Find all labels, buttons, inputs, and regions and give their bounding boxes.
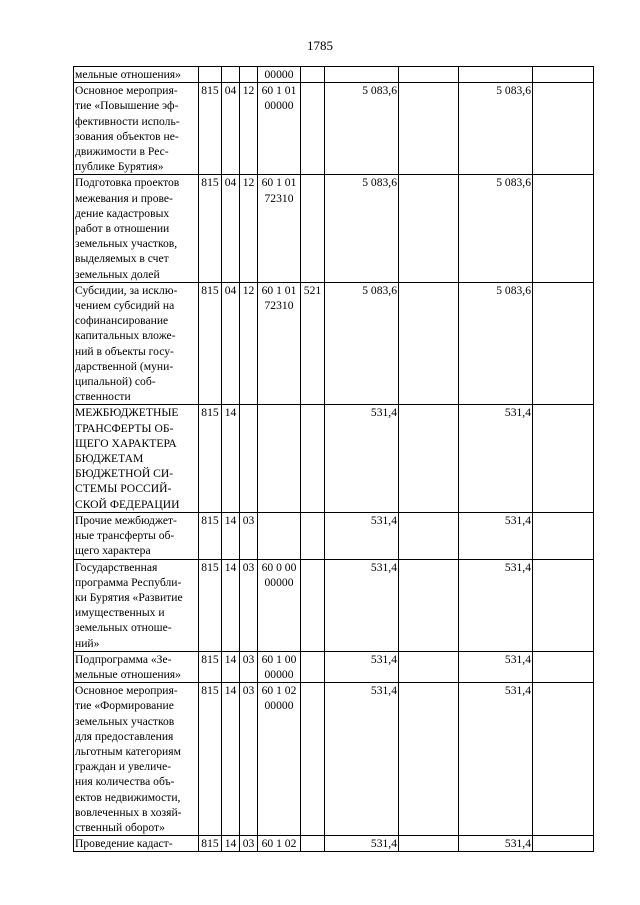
name-line: МЕЖБЮДЖЕТНЫЕ	[75, 406, 179, 420]
name-line: ципальной) соб-	[75, 375, 156, 389]
name-line: ственный оборот»	[75, 820, 165, 834]
name-line: ний»	[75, 636, 100, 650]
csr-line: 60 1 02	[261, 684, 297, 698]
empty-cell	[533, 559, 594, 651]
table-row	[74, 175, 594, 282]
podrazdel-cell: 03	[240, 683, 258, 836]
empty-cell	[399, 683, 459, 836]
name-line: дение кадастровых	[75, 206, 170, 220]
row-name-cell	[74, 67, 199, 83]
name-line: земельных отноше-	[75, 621, 172, 635]
csr-cell	[258, 282, 301, 405]
vr-cell	[301, 559, 325, 651]
name-line: мельные отношения»	[75, 667, 181, 681]
amount-1-cell: 531,4	[325, 651, 399, 682]
empty-cell	[533, 683, 594, 836]
amount-2-cell: 531,4	[459, 836, 533, 852]
empty-cell	[399, 405, 459, 512]
podrazdel-cell: 03	[240, 559, 258, 651]
csr-line: 00000	[264, 699, 294, 713]
name-line: межевания и прове-	[75, 191, 173, 205]
name-line: софинансирование	[75, 314, 169, 328]
table-body	[74, 67, 594, 852]
page-number: 1785	[307, 38, 333, 53]
grbs-cell: 815	[199, 836, 222, 852]
name-line: выделяемых в счет	[75, 252, 169, 266]
vr-cell	[301, 683, 325, 836]
amount-2-cell: 5 083,6	[459, 83, 533, 175]
name-line: щего характера	[75, 544, 151, 558]
amount-2-cell: 531,4	[459, 651, 533, 682]
podrazdel-cell: 03	[240, 651, 258, 682]
name-line: движимости в Рес-	[75, 145, 169, 159]
name-line: граждан и увеличе-	[75, 760, 172, 774]
csr-line: 00000	[264, 575, 294, 589]
podrazdel-cell: 12	[240, 175, 258, 282]
csr-line: 72310	[264, 299, 294, 313]
grbs-cell: 815	[199, 683, 222, 836]
empty-cell	[399, 83, 459, 175]
name-line: ний в объекты госу-	[75, 344, 174, 358]
csr-line: 60 0 00	[261, 560, 297, 574]
amount-1-cell: 5 083,6	[325, 175, 399, 282]
name-line: тие «Повышение эф-	[75, 99, 179, 113]
empty-cell	[399, 512, 459, 559]
csr-cell	[258, 559, 301, 651]
amount-2-cell: 531,4	[459, 512, 533, 559]
amount-1-cell	[325, 67, 399, 83]
name-line: тие «Формирование	[75, 699, 174, 713]
razdel-cell: 14	[222, 651, 240, 682]
podrazdel-cell	[240, 405, 258, 512]
empty-cell	[533, 836, 594, 852]
razdel-cell	[222, 67, 240, 83]
empty-cell	[399, 282, 459, 405]
name-line: ки Бурятия «Развитие	[75, 590, 183, 604]
amount-2-cell: 531,4	[459, 559, 533, 651]
empty-cell	[533, 651, 594, 682]
name-line: СКОЙ ФЕДЕРАЦИИ	[75, 497, 180, 511]
name-line: льготным категориям	[75, 744, 181, 758]
csr-line: 60 1 00	[261, 652, 297, 666]
row-name-cell	[74, 836, 199, 852]
name-line: мельные отношения»	[75, 68, 181, 81]
razdel-cell: 14	[222, 559, 240, 651]
vr-cell	[301, 512, 325, 559]
grbs-cell: 815	[199, 559, 222, 651]
row-name-cell	[74, 282, 199, 405]
vr-cell	[301, 83, 325, 175]
csr-cell	[258, 175, 301, 282]
name-line: ектов недвижимости,	[75, 790, 181, 804]
budget-table	[73, 66, 594, 852]
vr-cell	[301, 651, 325, 682]
name-line: программа Республи-	[75, 575, 182, 589]
csr-cell	[258, 651, 301, 682]
name-line: публике Бурятия»	[75, 160, 164, 174]
name-line: вовлеченных в хозяй-	[75, 805, 182, 819]
csr-cell	[258, 405, 301, 512]
amount-1-cell: 5 083,6	[325, 83, 399, 175]
row-name-cell	[74, 683, 199, 836]
empty-cell	[533, 67, 594, 83]
empty-cell	[533, 83, 594, 175]
row-name-cell	[74, 83, 199, 175]
razdel-cell: 04	[222, 83, 240, 175]
amount-2-cell	[459, 67, 533, 83]
grbs-cell: 815	[199, 405, 222, 512]
grbs-cell: 815	[199, 83, 222, 175]
vr-cell	[301, 175, 325, 282]
table-row	[74, 67, 594, 83]
name-line: Государственная	[75, 560, 158, 574]
name-line: Прочие межбюджет-	[75, 513, 177, 527]
csr-line: 60 1 01	[261, 84, 297, 98]
name-line: Основное мероприя-	[75, 684, 178, 698]
name-line: дарственной (муни-	[75, 359, 174, 373]
table-row	[74, 512, 594, 559]
name-line: ЩЕГО ХАРАКТЕРА	[75, 436, 177, 450]
vr-cell: 521	[301, 282, 325, 405]
row-name-cell	[74, 512, 199, 559]
name-line: имущественных и	[75, 606, 165, 620]
name-line: БЮДЖЕТНОЙ СИ-	[75, 467, 174, 481]
name-line: ственности	[75, 390, 131, 404]
name-line: Проведение кадаст-	[75, 837, 173, 851]
razdel-cell: 14	[222, 836, 240, 852]
name-line: зования объектов не-	[75, 129, 179, 143]
empty-cell	[399, 175, 459, 282]
table-row	[74, 282, 594, 405]
amount-1-cell: 531,4	[325, 836, 399, 852]
grbs-cell: 815	[199, 651, 222, 682]
table-row	[74, 651, 594, 682]
razdel-cell: 14	[222, 405, 240, 512]
razdel-cell: 04	[222, 175, 240, 282]
csr-cell	[258, 83, 301, 175]
csr-line: 72310	[264, 191, 294, 205]
csr-cell	[258, 512, 301, 559]
amount-1-cell: 531,4	[325, 405, 399, 512]
name-line: Подпрограмма «Зе-	[75, 652, 172, 666]
empty-cell	[399, 651, 459, 682]
grbs-cell: 815	[199, 512, 222, 559]
name-line: земельных участков,	[75, 237, 178, 251]
csr-line: 00000	[264, 99, 294, 113]
razdel-cell: 14	[222, 512, 240, 559]
table-row	[74, 683, 594, 836]
empty-cell	[399, 836, 459, 852]
vr-cell	[301, 836, 325, 852]
podrazdel-cell: 12	[240, 83, 258, 175]
csr-line: 60 1 02	[261, 837, 297, 851]
amount-2-cell: 531,4	[459, 683, 533, 836]
grbs-cell	[199, 67, 222, 83]
table-row	[74, 836, 594, 852]
empty-cell	[533, 175, 594, 282]
empty-cell	[533, 512, 594, 559]
name-line: Субсидии, за исклю-	[75, 283, 178, 297]
table-row	[74, 405, 594, 512]
table-row	[74, 83, 594, 175]
name-line: Подготовка проектов	[75, 176, 180, 190]
name-line: земельных долей	[75, 267, 160, 281]
podrazdel-cell: 03	[240, 836, 258, 852]
podrazdel-cell: 03	[240, 512, 258, 559]
amount-1-cell: 531,4	[325, 559, 399, 651]
grbs-cell: 815	[199, 175, 222, 282]
name-line: для предоставления	[75, 729, 174, 743]
podrazdel-cell	[240, 67, 258, 83]
empty-cell	[533, 282, 594, 405]
csr-line: 00000	[264, 667, 294, 681]
podrazdel-cell: 12	[240, 282, 258, 405]
empty-cell	[533, 405, 594, 512]
name-line: БЮДЖЕТАМ	[75, 452, 144, 466]
name-line: ные трансферты об-	[75, 529, 175, 543]
amount-1-cell: 531,4	[325, 683, 399, 836]
amount-1-cell: 5 083,6	[325, 282, 399, 405]
empty-cell	[399, 559, 459, 651]
row-name-cell	[74, 405, 199, 512]
row-name-cell	[74, 559, 199, 651]
amount-2-cell: 5 083,6	[459, 282, 533, 405]
grbs-cell: 815	[199, 282, 222, 405]
name-line: ТРАНСФЕРТЫ ОБ-	[75, 421, 174, 435]
name-line: капитальных вложе-	[75, 329, 176, 343]
amount-2-cell: 5 083,6	[459, 175, 533, 282]
name-line: Основное мероприя-	[75, 84, 178, 98]
name-line: ния количества объ-	[75, 775, 175, 789]
csr-line: 60 1 01	[261, 176, 297, 190]
vr-cell	[301, 67, 325, 83]
name-line: чением субсидий на	[75, 299, 175, 313]
csr-line: 00000	[264, 68, 294, 81]
csr-cell	[258, 836, 301, 852]
csr-cell	[258, 67, 301, 83]
csr-line: 60 1 01	[261, 283, 297, 297]
row-name-cell	[74, 175, 199, 282]
table-row	[74, 559, 594, 651]
row-name-cell	[74, 651, 199, 682]
name-line: СТЕМЫ РОССИЙ-	[75, 482, 172, 496]
vr-cell	[301, 405, 325, 512]
name-line: фективности исполь-	[75, 114, 180, 128]
razdel-cell: 14	[222, 683, 240, 836]
empty-cell	[399, 67, 459, 83]
name-line: земельных участков	[75, 714, 175, 728]
razdel-cell: 04	[222, 282, 240, 405]
name-line: работ в отношении	[75, 222, 170, 236]
amount-2-cell: 531,4	[459, 405, 533, 512]
csr-cell	[258, 683, 301, 836]
amount-1-cell: 531,4	[325, 512, 399, 559]
